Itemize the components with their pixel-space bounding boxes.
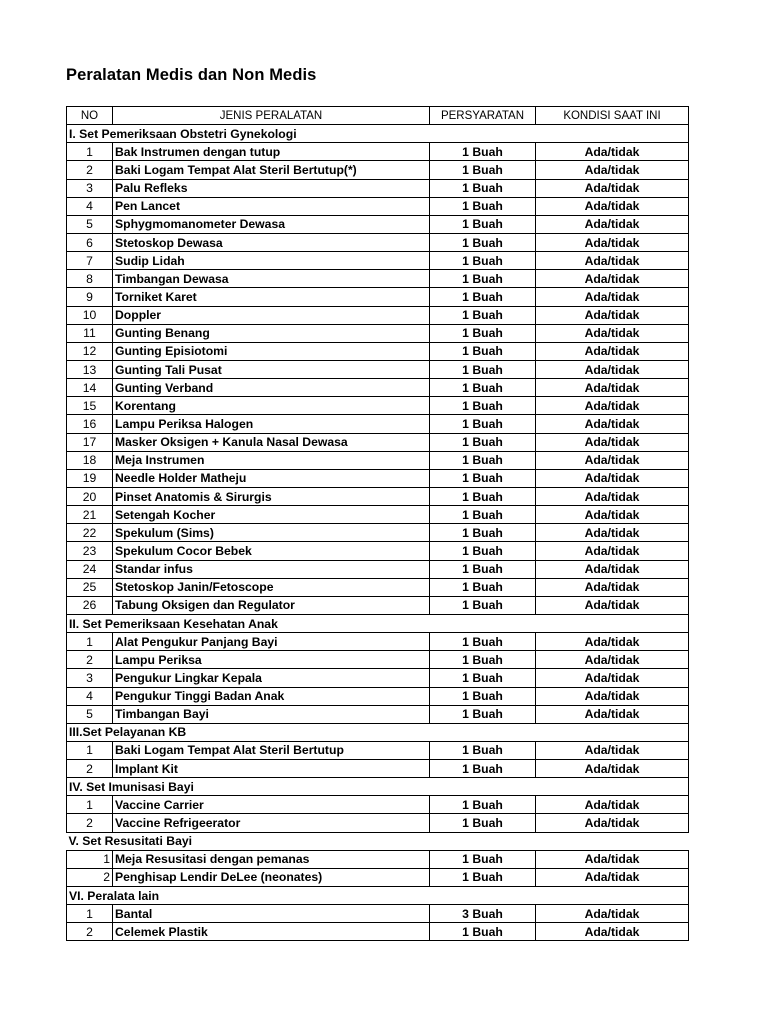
- section-title: IV. Set Imunisasi Bayi: [67, 778, 689, 796]
- item-name: Timbangan Dewasa: [113, 270, 430, 288]
- item-name: Stetoskop Dewasa: [113, 233, 430, 251]
- table-row: [67, 669, 689, 687]
- item-requirement: 1 Buah: [430, 633, 536, 651]
- item-number: 11: [67, 324, 113, 342]
- table-row: [67, 760, 689, 778]
- item-requirement: 3 Buah: [430, 905, 536, 923]
- item-condition: Ada/tidak: [536, 850, 689, 868]
- item-name: Sphygmomanometer Dewasa: [113, 215, 430, 233]
- item-name: Pen Lancet: [113, 197, 430, 215]
- item-condition: Ada/tidak: [536, 524, 689, 542]
- item-number: 2: [67, 161, 113, 179]
- table-row: [67, 560, 689, 578]
- table-row: [67, 596, 689, 614]
- item-name: Gunting Verband: [113, 379, 430, 397]
- item-condition: Ada/tidak: [536, 542, 689, 560]
- item-requirement: 1 Buah: [430, 379, 536, 397]
- item-condition: Ada/tidak: [536, 143, 689, 161]
- table-row: [67, 342, 689, 360]
- table-row: [67, 814, 689, 832]
- table-row: [67, 868, 689, 886]
- item-number: 18: [67, 451, 113, 469]
- table-row: [67, 143, 689, 161]
- item-name: Torniket Karet: [113, 288, 430, 306]
- item-name: Needle Holder Matheju: [113, 469, 430, 487]
- table-row: [67, 324, 689, 342]
- item-requirement: 1 Buah: [430, 796, 536, 814]
- item-number: 15: [67, 397, 113, 415]
- item-name: Lampu Periksa Halogen: [113, 415, 430, 433]
- table-row: [67, 433, 689, 451]
- item-condition: Ada/tidak: [536, 397, 689, 415]
- table-row: [67, 705, 689, 723]
- item-condition: Ada/tidak: [536, 360, 689, 378]
- item-number: 2: [67, 651, 113, 669]
- item-requirement: 1 Buah: [430, 179, 536, 197]
- item-name: Alat Pengukur Panjang Bayi: [113, 633, 430, 651]
- item-condition: Ada/tidak: [536, 433, 689, 451]
- item-requirement: 1 Buah: [430, 143, 536, 161]
- item-number: 2: [67, 868, 113, 886]
- item-requirement: 1 Buah: [430, 415, 536, 433]
- table-row: [67, 524, 689, 542]
- item-number: 9: [67, 288, 113, 306]
- table-row: [67, 288, 689, 306]
- item-number: 19: [67, 469, 113, 487]
- item-condition: Ada/tidak: [536, 705, 689, 723]
- item-requirement: 1 Buah: [430, 397, 536, 415]
- item-number: 1: [67, 143, 113, 161]
- item-requirement: 1 Buah: [430, 687, 536, 705]
- item-condition: Ada/tidak: [536, 651, 689, 669]
- table-row: [67, 923, 689, 941]
- item-name: Lampu Periksa: [113, 651, 430, 669]
- item-requirement: 1 Buah: [430, 252, 536, 270]
- item-condition: Ada/tidak: [536, 487, 689, 505]
- item-name: Bantal: [113, 905, 430, 923]
- item-number: 26: [67, 596, 113, 614]
- item-requirement: 1 Buah: [430, 197, 536, 215]
- item-number: 1: [67, 850, 113, 868]
- item-condition: Ada/tidak: [536, 469, 689, 487]
- table-row: [67, 161, 689, 179]
- item-name: Pengukur Lingkar Kepala: [113, 669, 430, 687]
- item-number: 8: [67, 270, 113, 288]
- item-requirement: 1 Buah: [430, 161, 536, 179]
- item-requirement: 1 Buah: [430, 814, 536, 832]
- item-name: Pengukur Tinggi Badan Anak: [113, 687, 430, 705]
- item-number: 22: [67, 524, 113, 542]
- item-name: Pinset Anatomis & Sirurgis: [113, 487, 430, 505]
- item-requirement: 1 Buah: [430, 469, 536, 487]
- item-condition: Ada/tidak: [536, 633, 689, 651]
- equipment-table: [66, 106, 689, 941]
- table-row: [67, 850, 689, 868]
- item-condition: Ada/tidak: [536, 687, 689, 705]
- item-requirement: 1 Buah: [430, 306, 536, 324]
- item-condition: Ada/tidak: [536, 415, 689, 433]
- table-row: [67, 379, 689, 397]
- item-name: Spekulum (Sims): [113, 524, 430, 542]
- item-requirement: 1 Buah: [430, 560, 536, 578]
- item-requirement: 1 Buah: [430, 705, 536, 723]
- item-condition: Ada/tidak: [536, 233, 689, 251]
- section-title: I. Set Pemeriksaan Obstetri Gynekologi: [67, 125, 689, 143]
- item-number: 1: [67, 905, 113, 923]
- item-condition: Ada/tidak: [536, 796, 689, 814]
- header-kondisi-saat-ini: KONDISI SAAT INI: [536, 107, 689, 125]
- table-row: [67, 487, 689, 505]
- item-name: Gunting Episiotomi: [113, 342, 430, 360]
- item-name: Tabung Oksigen dan Regulator: [113, 596, 430, 614]
- item-name: Vaccine Carrier: [113, 796, 430, 814]
- item-number: 5: [67, 215, 113, 233]
- item-number: 6: [67, 233, 113, 251]
- table-row: [67, 415, 689, 433]
- item-number: 14: [67, 379, 113, 397]
- item-condition: Ada/tidak: [536, 741, 689, 759]
- item-name: Vaccine Refrigeerator: [113, 814, 430, 832]
- item-name: Meja Instrumen: [113, 451, 430, 469]
- table-row: [67, 741, 689, 759]
- section-title: VI. Peralata lain: [67, 887, 689, 905]
- item-name: Celemek Plastik: [113, 923, 430, 941]
- item-condition: Ada/tidak: [536, 288, 689, 306]
- item-number: 23: [67, 542, 113, 560]
- item-requirement: 1 Buah: [430, 850, 536, 868]
- item-requirement: 1 Buah: [430, 923, 536, 941]
- item-number: 5: [67, 705, 113, 723]
- table-row: [67, 306, 689, 324]
- table-row: [67, 633, 689, 651]
- header-jenis-peralatan: JENIS PERALATAN: [113, 107, 430, 125]
- table-row: [67, 687, 689, 705]
- section-title: II. Set Pemeriksaan Kesehatan Anak: [67, 614, 689, 632]
- table-header-row: [67, 107, 689, 125]
- item-condition: Ada/tidak: [536, 324, 689, 342]
- item-name: Implant Kit: [113, 760, 430, 778]
- item-number: 3: [67, 669, 113, 687]
- item-requirement: 1 Buah: [430, 578, 536, 596]
- table-row: [67, 215, 689, 233]
- item-number: 1: [67, 633, 113, 651]
- item-condition: Ada/tidak: [536, 379, 689, 397]
- item-name: Setengah Kocher: [113, 506, 430, 524]
- item-number: 21: [67, 506, 113, 524]
- item-condition: Ada/tidak: [536, 578, 689, 596]
- item-requirement: 1 Buah: [430, 669, 536, 687]
- item-requirement: 1 Buah: [430, 360, 536, 378]
- item-condition: Ada/tidak: [536, 560, 689, 578]
- item-number: 1: [67, 796, 113, 814]
- item-requirement: 1 Buah: [430, 741, 536, 759]
- table-row: [67, 179, 689, 197]
- table-row: [67, 542, 689, 560]
- item-name: Sudip Lidah: [113, 252, 430, 270]
- item-number: 16: [67, 415, 113, 433]
- item-condition: Ada/tidak: [536, 923, 689, 941]
- item-condition: Ada/tidak: [536, 868, 689, 886]
- item-requirement: 1 Buah: [430, 596, 536, 614]
- item-number: 2: [67, 923, 113, 941]
- item-name: Gunting Tali Pusat: [113, 360, 430, 378]
- item-requirement: 1 Buah: [430, 542, 536, 560]
- item-name: Stetoskop Janin/Fetoscope: [113, 578, 430, 596]
- item-name: Standar infus: [113, 560, 430, 578]
- item-condition: Ada/tidak: [536, 596, 689, 614]
- item-requirement: 1 Buah: [430, 487, 536, 505]
- item-name: Baki Logam Tempat Alat Steril Bertutup(*): [113, 161, 430, 179]
- item-requirement: 1 Buah: [430, 651, 536, 669]
- table-row: [67, 796, 689, 814]
- table-row: [67, 197, 689, 215]
- item-name: Penghisap Lendir DeLee (neonates): [113, 868, 430, 886]
- item-requirement: 1 Buah: [430, 506, 536, 524]
- header-persyaratan: PERSYARATAN: [430, 107, 536, 125]
- item-name: Spekulum Cocor Bebek: [113, 542, 430, 560]
- item-condition: Ada/tidak: [536, 270, 689, 288]
- item-condition: Ada/tidak: [536, 814, 689, 832]
- item-condition: Ada/tidak: [536, 342, 689, 360]
- item-requirement: 1 Buah: [430, 270, 536, 288]
- item-name: Bak Instrumen dengan tutup: [113, 143, 430, 161]
- item-name: Baki Logam Tempat Alat Steril Bertutup: [113, 741, 430, 759]
- item-number: 2: [67, 760, 113, 778]
- item-name: Masker Oksigen + Kanula Nasal Dewasa: [113, 433, 430, 451]
- section-row: [67, 832, 689, 850]
- item-requirement: 1 Buah: [430, 868, 536, 886]
- item-name: Korentang: [113, 397, 430, 415]
- page-title: Peralatan Medis dan Non Medis: [66, 66, 317, 84]
- table-row: [67, 233, 689, 251]
- item-number: 17: [67, 433, 113, 451]
- table-row: [67, 252, 689, 270]
- item-number: 3: [67, 179, 113, 197]
- item-condition: Ada/tidak: [536, 252, 689, 270]
- item-name: Gunting Benang: [113, 324, 430, 342]
- equipment-table-body: [67, 107, 689, 941]
- item-number: 25: [67, 578, 113, 596]
- item-condition: Ada/tidak: [536, 161, 689, 179]
- item-requirement: 1 Buah: [430, 288, 536, 306]
- section-row: [67, 723, 689, 741]
- item-requirement: 1 Buah: [430, 524, 536, 542]
- table-row: [67, 506, 689, 524]
- item-number: 7: [67, 252, 113, 270]
- item-requirement: 1 Buah: [430, 342, 536, 360]
- item-condition: Ada/tidak: [536, 905, 689, 923]
- item-name: Doppler: [113, 306, 430, 324]
- item-requirement: 1 Buah: [430, 433, 536, 451]
- item-number: 13: [67, 360, 113, 378]
- table-row: [67, 360, 689, 378]
- table-row: [67, 469, 689, 487]
- item-number: 2: [67, 814, 113, 832]
- table-row: [67, 905, 689, 923]
- item-number: 12: [67, 342, 113, 360]
- item-requirement: 1 Buah: [430, 451, 536, 469]
- item-name: Meja Resusitasi dengan pemanas: [113, 850, 430, 868]
- section-row: [67, 778, 689, 796]
- item-condition: Ada/tidak: [536, 179, 689, 197]
- item-name: Timbangan Bayi: [113, 705, 430, 723]
- item-condition: Ada/tidak: [536, 306, 689, 324]
- item-number: 1: [67, 741, 113, 759]
- table-row: [67, 451, 689, 469]
- table-row: [67, 651, 689, 669]
- item-number: 4: [67, 687, 113, 705]
- item-requirement: 1 Buah: [430, 233, 536, 251]
- section-title: V. Set Resusitati Bayi: [67, 832, 689, 850]
- item-condition: Ada/tidak: [536, 760, 689, 778]
- table-row: [67, 397, 689, 415]
- section-row: [67, 614, 689, 632]
- item-number: 20: [67, 487, 113, 505]
- item-condition: Ada/tidak: [536, 506, 689, 524]
- section-title: III.Set Pelayanan KB: [67, 723, 689, 741]
- section-row: [67, 887, 689, 905]
- item-condition: Ada/tidak: [536, 197, 689, 215]
- table-row: [67, 578, 689, 596]
- table-row: [67, 270, 689, 288]
- item-number: 10: [67, 306, 113, 324]
- header-no: NO: [67, 107, 113, 125]
- item-number: 4: [67, 197, 113, 215]
- item-condition: Ada/tidak: [536, 669, 689, 687]
- item-condition: Ada/tidak: [536, 215, 689, 233]
- item-condition: Ada/tidak: [536, 451, 689, 469]
- item-requirement: 1 Buah: [430, 760, 536, 778]
- item-requirement: 1 Buah: [430, 215, 536, 233]
- item-number: 24: [67, 560, 113, 578]
- item-name: Palu Refleks: [113, 179, 430, 197]
- section-row: [67, 125, 689, 143]
- item-requirement: 1 Buah: [430, 324, 536, 342]
